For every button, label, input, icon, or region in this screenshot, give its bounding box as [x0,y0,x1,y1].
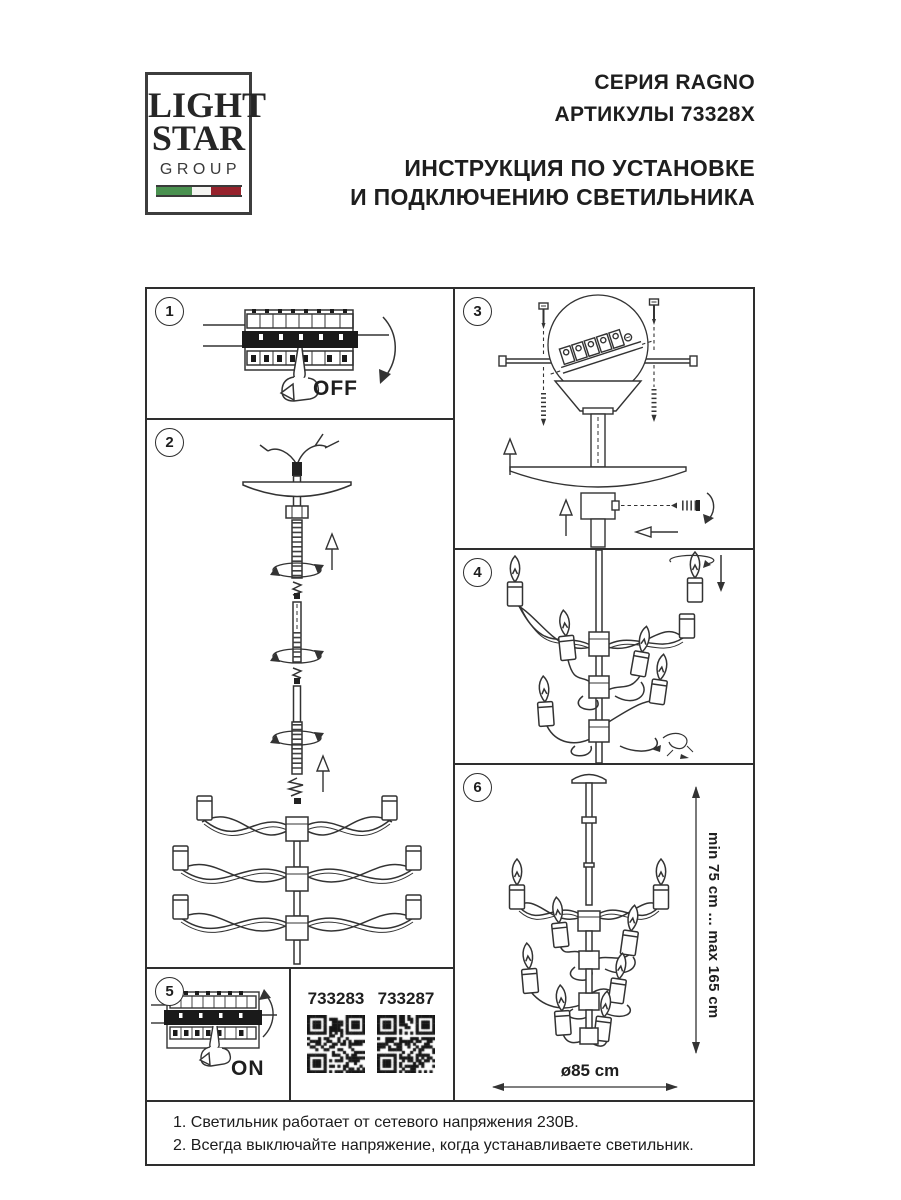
article-code-1: 733283 [307,989,365,1008]
lamp-socket [173,846,188,870]
candle-bulb [608,952,630,1004]
lift-up-arrow-icon [317,756,329,792]
mounting-screw-left [539,303,548,426]
detail-zoom-circle [548,295,648,395]
candle-bulb [630,625,653,677]
canopy-dish [243,482,351,497]
candle-bulb [519,942,538,993]
mounting-screw-right [650,299,659,422]
threaded-rod-section-1 [292,520,302,578]
footer-notes [145,1100,755,1166]
ceiling-cap [572,775,606,784]
canopy-hub-cylinder [581,493,619,547]
rod-section-2 [293,602,301,662]
wire-detail-icon [651,733,693,759]
candle-bulb [549,896,569,947]
hook-spring-icon [289,778,303,804]
rod-nut [286,506,308,518]
series-title: СЕРИЯ RAGNO [594,71,755,94]
step-6-panel [455,765,753,1100]
flag-green-stripe [156,187,192,195]
hanging-rod [591,414,605,467]
qr-code-733283 [307,1015,365,1073]
article-codes-panel [291,969,455,1100]
step-2-badge: 2 [155,428,184,457]
tier-hubs [286,817,308,940]
step-3-badge: 3 [463,297,492,326]
step-3-panel [455,289,753,550]
height-dimension-label: min 75 cm ... max 165 cm [705,831,722,1019]
diameter-dimension-line [492,1083,678,1091]
step-1-panel [147,289,455,420]
lift-up-arrow-icon [560,500,572,536]
rod-section-3 [292,686,302,774]
steps-grid [145,287,755,1102]
articles-title: АРТИКУЛЫ 73328X [554,103,755,126]
canopy-disc [510,467,686,487]
height-dimension-line [692,786,700,1054]
qr-code-733287 [377,1015,435,1073]
instruction-title-line1: ИНСТРУКЦИЯ ПО УСТАНОВКЕ [404,155,755,181]
candle-bulb [649,653,671,705]
final-chandelier-drawing [455,765,753,1100]
screw-rotate-arrow-icon [703,493,714,524]
flag-white-stripe [192,187,212,195]
tier-hubs [589,632,609,742]
logo-word-group: GROUP [159,161,242,178]
article-code-2: 733287 [377,989,435,1008]
step-6-badge: 6 [463,773,492,802]
instruction-title-line2: И ПОДКЛЮЧЕНИЮ СВЕТИЛЬНИКА [350,184,755,210]
on-label: ON [231,1057,265,1080]
diameter-dimension-label: ø85 cm [560,1061,620,1080]
ceiling-mount-drawing [455,289,753,548]
lamp-socket [406,846,421,870]
header-text-block [300,70,755,212]
ceiling-wires-icon [260,434,339,465]
note-line-1: 1. Светильник работает от сетевого напряжения 230В. [173,1114,579,1131]
step-4-panel [455,550,753,765]
bulb-down-arrow-icon [717,555,725,592]
set-screw-icon [621,500,700,511]
candle-bulb [510,859,525,909]
rod-assembly-drawing [147,420,453,967]
candle-bulb [508,556,523,606]
wire-connector [292,462,302,476]
mounting-bracket [555,381,641,411]
rod-coupler-2 [293,668,301,684]
lamp-socket [173,895,188,919]
lamp-socket [382,796,397,820]
hanging-rod [586,783,592,905]
logo-word-light: LIGHT [148,85,267,125]
lamp-socket [197,796,212,820]
logo-word-star: STAR [151,118,246,158]
loose-bulb-with-arrows [670,552,725,602]
step-5-panel [147,969,291,1100]
candle-bulb [654,859,669,909]
switch-down-arrow-icon [379,317,395,384]
step-4-badge: 4 [463,558,492,587]
step-2-panel [147,420,455,969]
lightstar-logo [145,72,267,215]
breaker-off-drawing [147,289,453,418]
candle-bulb [556,609,576,660]
empty-socket [680,614,695,638]
push-left-arrow-icon [636,527,678,537]
bulb-install-drawing [455,550,753,763]
step-5-badge: 5 [155,977,184,1006]
off-label: OFF [313,377,358,400]
rod-coupler-1 [293,582,301,599]
lift-up-arrow-icon [326,534,338,570]
italian-flag-bar [156,185,242,197]
candle-bulb [536,676,554,727]
candle-bulb [553,985,571,1036]
lamp-socket [406,895,421,919]
step-1-badge: 1 [155,297,184,326]
flag-red-stripe [211,187,241,195]
note-line-2: 2. Всегда выключайте напряжение, когда устанавливаете светильник. [173,1137,694,1154]
